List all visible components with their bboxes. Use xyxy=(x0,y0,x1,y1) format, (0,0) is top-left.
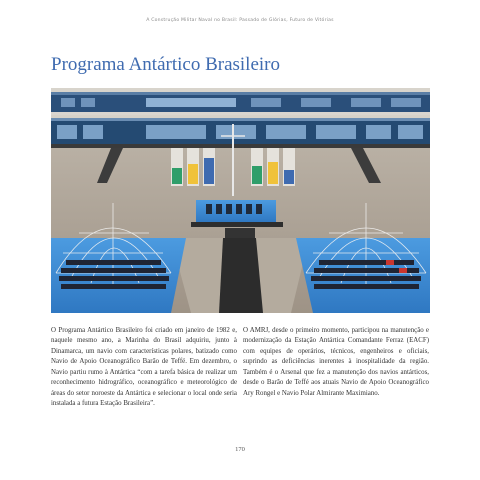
page-number: 170 xyxy=(235,446,245,453)
article-column-left: O Programa Antártico Brasileiro foi criado em janeiro de 1982 e, naquele mesmo ano, a Marinha do Brasil adquiriu, junto à Dinamarca, um navio com características polares, batizado como Navio de Apoio Oceanográfico Barão de Teffé. Em dezembro, o Navio partiu rumo à Antártica “com a tarefa básica de realizar um reconhecimento hidrográfico, oceanográfico e meteorológico de áreas do setor noroeste da Antártica e selecionar o local onde seria instalada a futura Estação Brasileira”. xyxy=(51,327,237,408)
page-title: Programa Antártico Brasileiro xyxy=(51,54,280,75)
antarctic-station-photo xyxy=(51,88,430,313)
running-header: A Construção Militar Naval no Brasil: Passado de Glórias, Futuro de Vitórias xyxy=(146,18,334,23)
article-column-right: O AMRJ, desde o primeiro momento, participou na manutenção e modernização da Estação Antártica Comandante Ferraz (EACF) com equipes de operários, técnicos, engenheiros e oficiais, suprindo as deficiências inerentes à inospitalidade da região. Também é o Arsenal que fez a manutenção dos navios antárticos, desde o Barão de Teffé aos atuais Navio de Apoio Oceanográfico Ary Rongel e Navio Polar Almirante Maximiano. xyxy=(243,327,429,397)
